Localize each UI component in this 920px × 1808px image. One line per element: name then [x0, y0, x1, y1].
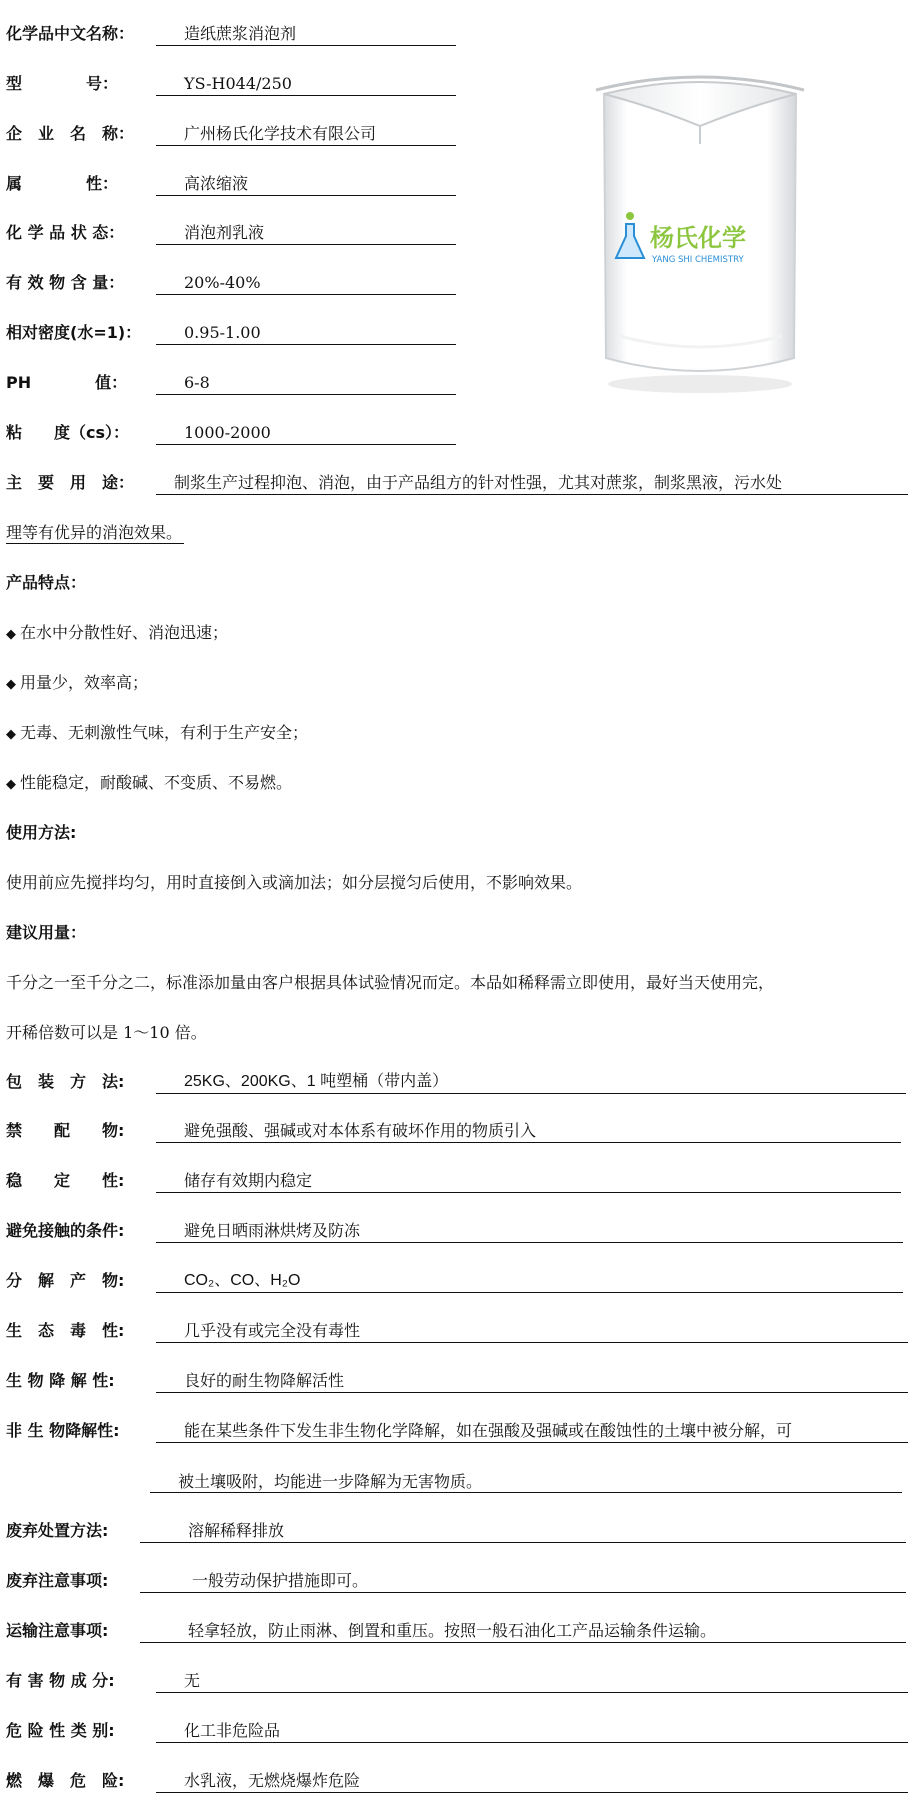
method-heading: 使用方法:: [6, 823, 77, 842]
method-text: 使用前应先搅拌均匀，用时直接倒入或滴加法；如分层搅匀后使用，不影响效果。: [6, 873, 583, 892]
field-value: 6-8: [156, 371, 456, 395]
field-label: 废弃处置方法:: [6, 1521, 109, 1540]
dosage-line1: 千分之一至千分之二，标准添加量由客户根据具体试验情况而定。本品如稀释需立即使用，最好当天使用完，: [6, 973, 775, 992]
field-label: 非 生 物降解性:: [6, 1421, 120, 1440]
field-value: 广州杨氏化学技术有限公司: [156, 122, 456, 146]
field-value: 避免强酸、强碱或对本体系有破坏作用的物质引入: [156, 1119, 901, 1143]
field-label: 化 学 品 状 态：: [6, 223, 125, 242]
field-label: 属 性：: [6, 174, 119, 193]
field-label: 化学品中文名称：: [6, 24, 135, 43]
field-value: 一般劳动保护措施即可。: [140, 1569, 906, 1593]
field-label: 企 业 名 称：: [6, 124, 135, 143]
field-label: 粘 度（cs）：: [6, 423, 130, 442]
field-value: 消泡剂乳液: [156, 221, 456, 245]
logo-text: 杨氏化学: [650, 224, 746, 252]
field-label: PH 值：: [6, 373, 128, 392]
field-label: 有 效 物 含 量：: [6, 273, 125, 292]
field-value: 高浓缩液: [156, 172, 456, 196]
field-label: 运输注意事项:: [6, 1621, 109, 1640]
field-value: 制浆生产过程抑泡、消泡，由于产品组方的针对性强，尤其对蔗浆，制浆黑液，污水处: [156, 471, 908, 495]
field-value: 25KG、200KG、1 吨塑桶（带内盖）: [156, 1070, 906, 1094]
feature-item: [6, 720, 308, 743]
field-value: 化工非危险品: [156, 1719, 908, 1743]
non-bio-line2: 被土壤吸附，均能进一步降解为无害物质。: [150, 1469, 902, 1493]
diamond-bullet-icon: ◆: [6, 727, 16, 742]
field-label: 禁 配 物:: [6, 1121, 125, 1140]
field-label: 危 险 性 类 别:: [6, 1721, 115, 1740]
field-value: 0.95-1.00: [156, 321, 456, 345]
field-value: 能在某些条件下发生非生物化学降解，如在强酸及强碱或在酸蚀性的土壤中被分解，可: [156, 1419, 908, 1443]
field-value: 1000-2000: [156, 421, 456, 445]
field-value: 造纸蔗浆消泡剂: [156, 22, 456, 46]
product-beaker-image: [590, 66, 810, 396]
field-label: 相对密度(水=1)：: [6, 323, 142, 342]
field-label: 废弃注意事项:: [6, 1571, 109, 1590]
field-value: 几乎没有或完全没有毒性: [156, 1319, 908, 1343]
usage-line2: 理等有优异的消泡效果。: [6, 520, 184, 544]
field-value: 溶解稀释排放: [140, 1519, 906, 1543]
feature-text: 性能稳定，耐酸碱、不变质、不易燃。: [20, 773, 293, 792]
diamond-bullet-icon: ◆: [6, 677, 16, 692]
field-label: 生 物 降 解 性:: [6, 1371, 115, 1390]
feature-text: 用量少，效率高；: [20, 673, 149, 692]
field-value: 良好的耐生物降解活性: [156, 1369, 908, 1393]
feature-item: [6, 620, 228, 643]
field-value: 水乳液，无燃烧爆炸危险: [156, 1769, 908, 1793]
feature-item: [6, 670, 148, 693]
field-value: YS-H044/250: [156, 72, 456, 96]
field-value: 20%-40%: [156, 271, 456, 295]
field-label: 燃 爆 危 险:: [6, 1771, 125, 1790]
field-label: 避免接触的条件:: [6, 1221, 125, 1240]
field-label: 主 要 用 途：: [6, 473, 135, 492]
field-label: 分 解 产 物:: [6, 1271, 125, 1290]
feature-item: [6, 770, 292, 793]
logo-subtext: YANG SHI CHEMISTRY: [652, 255, 744, 265]
diamond-bullet-icon: ◆: [6, 777, 16, 792]
features-heading: 产品特点：: [6, 573, 87, 592]
field-label: 包 装 方 法:: [6, 1072, 125, 1091]
field-value: 避免日晒雨淋烘烤及防冻: [156, 1219, 903, 1243]
field-value: CO₂、CO、H₂O: [156, 1269, 903, 1293]
diamond-bullet-icon: ◆: [6, 627, 16, 642]
field-value: 储存有效期内稳定: [156, 1169, 901, 1193]
field-label: 稳 定 性:: [6, 1171, 125, 1190]
feature-text: 在水中分散性好、消泡迅速；: [20, 623, 229, 642]
feature-text: 无毒、无刺激性气味，有利于生产安全；: [20, 723, 309, 742]
field-label: 生 态 毒 性:: [6, 1321, 125, 1340]
dosage-heading: 建议用量：: [6, 923, 87, 942]
field-label: 有 害 物 成 分:: [6, 1671, 115, 1690]
dosage-line2: 开稀倍数可以是 1～10 倍。: [6, 1023, 207, 1042]
field-value: 轻拿轻放，防止雨淋、倒置和重压。按照一般石油化工产品运输条件运输。: [140, 1619, 906, 1643]
field-value: 无: [156, 1669, 908, 1693]
field-label: 型 号：: [6, 74, 119, 93]
